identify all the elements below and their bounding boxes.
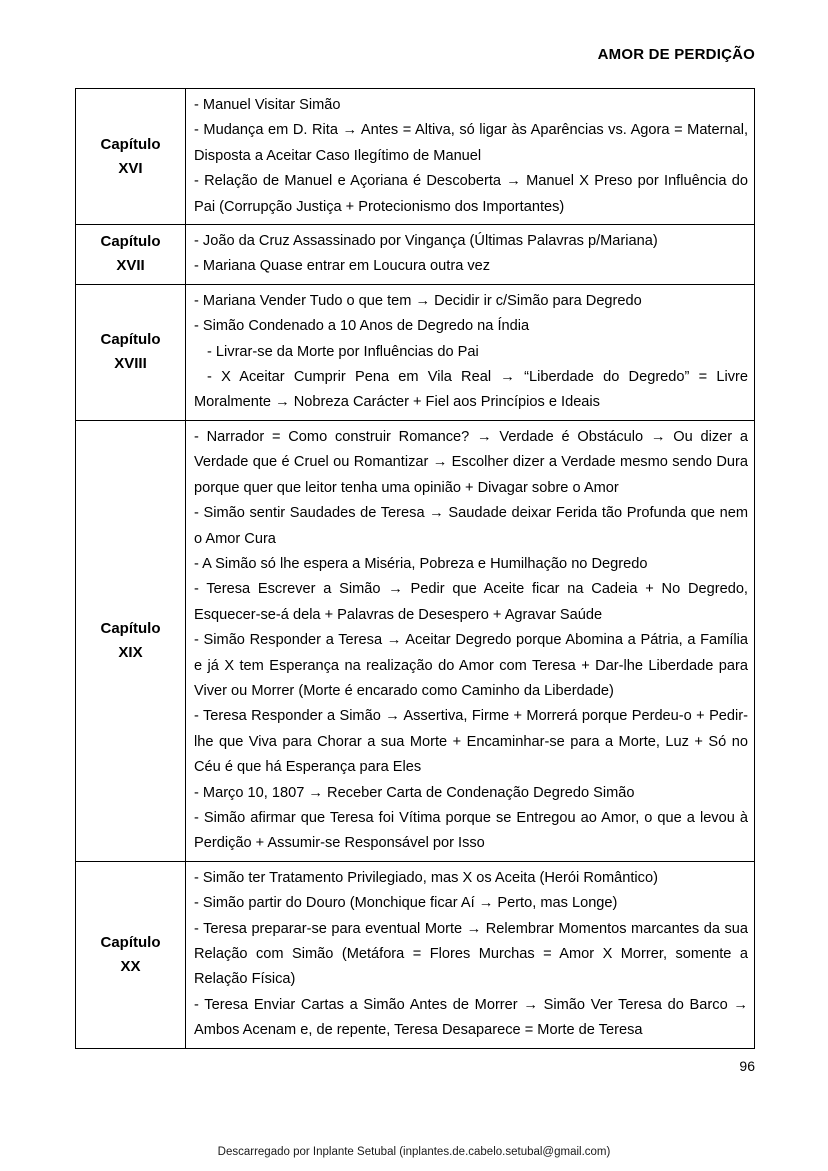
note-line: - Narrador = Como construir Romance? → Verdade é Obstáculo → Ou dizer a Verdade que é Cruel ou Romantizar → Escolher dizer a Verdade mesmo sendo Dura porque quer que leitor tenha uma opinião + Divagar sobre o Amor [194, 428, 748, 496]
download-watermark: Descarregado por Inplante Setubal (inplantes.de.cabelo.setubal@gmail.com) [217, 1146, 611, 1158]
note-line: - Teresa Escrever a Simão → Pedir que Aceite ficar na Cadeia + No Degredo, Esquecer-se-á dela + Palavras de Desespero + Agravar Saúde [194, 581, 748, 623]
note-line: - Relação de Manuel e Açoriana é Descoberta → Manuel X Preso por Influência do Pai (Corrupção Justiça + Protecionismo dos Importantes) [194, 173, 748, 215]
note-line: - Teresa preparar-se para eventual Morte → Relembrar Momentos marcantes da sua Relação com Simão (Metáfora = Flores Murchas = Amor X Morrer, somente a Relação Física) [194, 920, 748, 988]
chapters-table-body [76, 89, 755, 1049]
chapter-numeral: XVII [116, 257, 145, 275]
chapter-label [76, 420, 186, 861]
note-line: - Livrar-se da Morte por Influências do Pai [207, 343, 479, 360]
chapter-word: Capítulo [100, 331, 161, 349]
note-line: - Março 10, 1807 → Receber Carta de Condenação Degredo Simão [194, 784, 635, 801]
chapter-numeral: XX [120, 957, 141, 975]
page-header [75, 46, 755, 63]
note-line: - Simão ter Tratamento Privilegiado, mas X os Aceita (Herói Romântico) [194, 869, 658, 886]
book-title: AMOR DE PERDIÇÃO [597, 46, 755, 63]
chapter-notes [186, 420, 755, 861]
chapter-label [76, 89, 186, 225]
chapter-label [76, 861, 186, 1048]
note-line: - Mariana Quase entrar em Loucura outra vez [194, 258, 491, 275]
table-row [76, 420, 755, 861]
table-row [76, 861, 755, 1048]
note-line: - Manuel Visitar Simão [194, 97, 341, 113]
chapter-word: Capítulo [100, 933, 161, 951]
table-row [76, 89, 755, 225]
chapter-notes [186, 861, 755, 1048]
chapter-numeral: XVI [118, 159, 143, 177]
note-line: - João da Cruz Assassinado por Vingança (Últimas Palavras p/Mariana) [194, 233, 658, 250]
chapter-word: Capítulo [100, 233, 161, 251]
note-line: - Teresa Enviar Cartas a Simão Antes de Morrer → Simão Ver Teresa do Barco → Ambos Acenam e, de repente, Teresa Desaparece = Morte de Teresa [194, 996, 748, 1039]
chapter-notes [186, 225, 755, 285]
chapter-label [76, 284, 186, 420]
note-line: - Simão Condenado a 10 Anos de Degredo na Índia [194, 318, 530, 335]
note-line: - Teresa Responder a Simão → Assertiva, Firme + Morrerá porque Perdeu-o + Pedir-lhe que Viva para Chorar a sua Morte + Encaminhar-se para a Morte, Luz + Só no Céu é que há Esperança para Eles [194, 708, 748, 776]
chapter-notes [186, 89, 755, 225]
chapter-notes [186, 284, 755, 420]
chapter-word: Capítulo [100, 135, 161, 153]
table-row [76, 225, 755, 285]
note-line: - Mariana Vender Tudo o que tem → Decidir ir c/Simão para Degredo [194, 292, 642, 309]
chapters-table [75, 88, 755, 1049]
note-line: - Simão sentir Saudades de Teresa → Saudade deixar Ferida tão Profunda que nem o Amor Cura [194, 505, 748, 547]
note-line: - X Aceitar Cumprir Pena em Vila Real → “Liberdade do Degredo” = Livre Moralmente → Nobreza Carácter + Fiel aos Princípios e Ideais [194, 369, 748, 411]
chapter-numeral: XVIII [114, 355, 147, 373]
note-line: - A Simão só lhe espera a Miséria, Pobreza e Humilhação no Degredo [194, 555, 648, 572]
chapter-numeral: XIX [118, 643, 143, 661]
table-row [76, 284, 755, 420]
page-number: 96 [739, 1057, 755, 1074]
note-line: - Mudança em D. Rita → Antes = Altiva, só ligar às Aparências vs. Agora = Maternal, Disposta a Aceitar Caso Ilegítimo de Manuel [194, 122, 748, 164]
note-line: - Simão Responder a Teresa → Aceitar Degredo porque Abomina a Pátria, a Família e já X tem Esperança na realização do Amor com Teresa + Dar-lhe Liberdade para Viver ou Morrer (Morte é encarado como Caminho da Liberdade) [194, 632, 748, 699]
note-line: - Simão afirmar que Teresa foi Vítima porque se Entregou ao Amor, o que a levou à Perdição + Assumir-se Responsável por Isso [194, 809, 748, 852]
chapter-label [76, 225, 186, 285]
chapter-word: Capítulo [100, 619, 161, 637]
note-line: - Simão partir do Douro (Monchique ficar Aí → Perto, mas Longe) [194, 895, 618, 912]
